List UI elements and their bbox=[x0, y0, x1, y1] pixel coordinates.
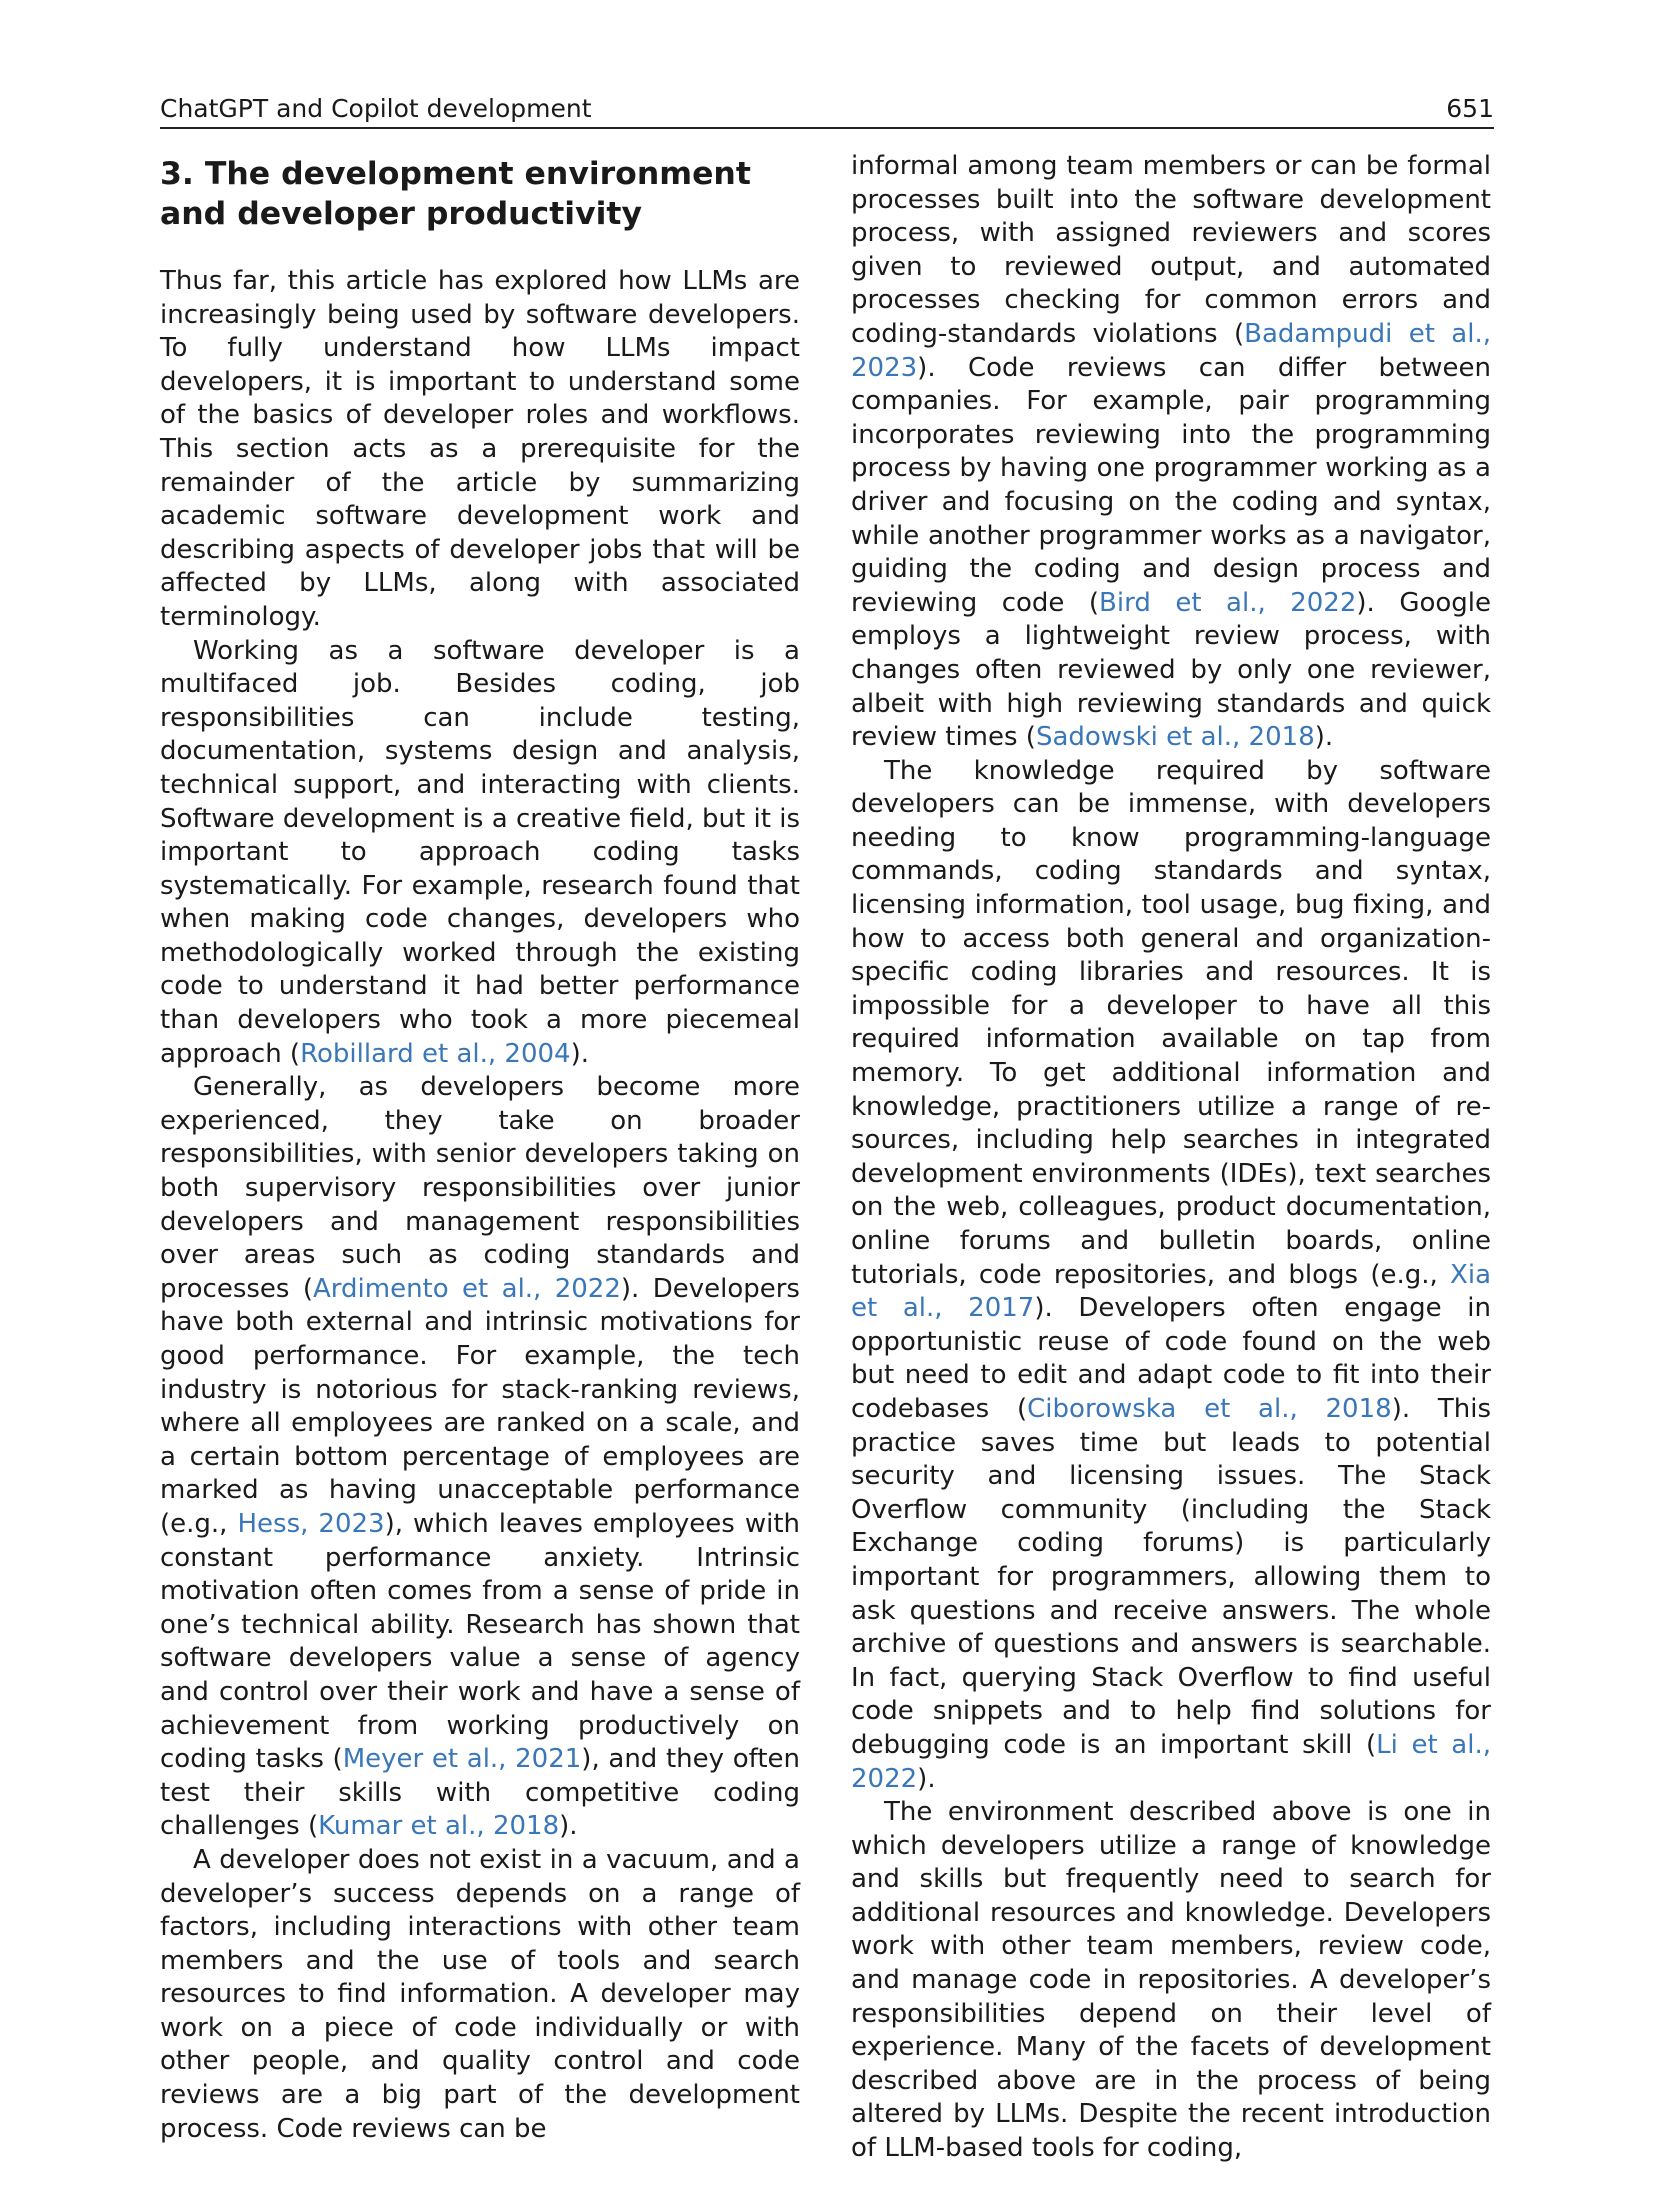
citation-link[interactable]: Meyer et al., 2021 bbox=[342, 1744, 582, 1775]
paragraph-text: Generally, as developers become more experienced, they take on broader responsibilities, with senior developers taking on both supervisory responsibilities over junior developers and management responsibilities over areas such as coding standards and processes ( bbox=[160, 1072, 800, 1304]
paragraph-text: ). bbox=[570, 1038, 590, 1069]
paragraph-vacuum: A developer does not exist in a vacuum, and a developer’s success depends on a range of factors, including interactions with other team members and the use of tools and search resources to find information. A developer may work on a piece of code individually or with other people, and quality control and code reviews are a big part of the development process. Code reviews can be bbox=[160, 1844, 800, 2144]
citation-link[interactable]: Li et al., 2022 bbox=[851, 1729, 1491, 1794]
citation-link[interactable]: Badampudi et al., 2023 bbox=[851, 318, 1491, 383]
paragraph-multifaced-job bbox=[160, 635, 800, 1072]
paragraph-knowledge bbox=[851, 755, 1491, 1796]
paragraph-text: ). This practice saves time but leads to potential security and licensing issues. The Stack Overflow community (including the Stack Exchange coding forums) is particularly important for programmers, allowing them to ask questions and receive answers. The whole archive of questions and answers is searchable. In fact, querying Stack Overflow to find useful code snippets and to help find solutions for debugging code is an important skill ( bbox=[851, 1393, 1491, 1760]
running-title: ChatGPT and Copilot development bbox=[160, 94, 592, 123]
paragraph-text: ). Developers have both external and intrinsic motivations for good performance. For example, the tech industry is notorious for stack-ranking reviews, where all employees are ranked on a scale, and a certain bottom percentage of employees are marked as having unacceptable performance (e.g., bbox=[160, 1273, 800, 1539]
paragraph-text: ). Developers often engage in opportunistic reuse of code found on the web but need to edit and adapt code to fit into their codebases ( bbox=[851, 1293, 1491, 1424]
citation-link[interactable]: Xia et al., 2017 bbox=[851, 1259, 1491, 1324]
paragraph-text: informal among team members or can be formal processes built into the software development process, with assigned reviewers and scores given to reviewed output, and automated processes checking for common errors and coding-standards violations ( bbox=[851, 151, 1491, 349]
citation-link[interactable]: Sadowski et al., 2018 bbox=[1035, 722, 1315, 753]
paragraph-text: Working as a software developer is a multifaced job. Besides coding, job responsibilities can include testing, documentation, systems design and analysis, technical support, and interacting with clients. Software development is a creative field, but it is important to approach coding tasks systematically. For example, research found that when making code changes, developers who methodologically worked through the existing code to understand it had better performance than developers who took a more piecemeal approach ( bbox=[160, 635, 800, 1069]
paragraph-code-reviews bbox=[851, 150, 1491, 755]
section-heading: 3. The development environment and developer productivity bbox=[160, 156, 751, 232]
paragraph-text: ). Code reviews can differ between companies. For example, pair programming incorporates reviewing into the programming process by having one programmer working as a driver and focusing on the coding and syntax, while another programmer works as a navigator, guiding the coding and design process and reviewing code ( bbox=[851, 352, 1491, 618]
paragraph-text: ). bbox=[917, 1763, 936, 1794]
paragraph-text: ), and they often test their skills with competitive coding challenges ( bbox=[160, 1744, 800, 1842]
paragraph-intro: Thus far, this article has explored how LLMs are increasingly being used by software developers. To fully understand how LLMs impact developers, it is important to understand some of the basics of developer roles and workflows. This section acts as a prerequisite for the remainder of the article by summarizing academic software development work and describing aspects of developer jobs that will be affected by LLMs, along with associated terminology. bbox=[160, 266, 800, 632]
paragraph-responsibilities bbox=[160, 1071, 800, 1844]
paragraph-text: ), which leaves employees with constant performance anxiety. Intrinsic motivation often comes from a sense of pride in one’s technical ability. Research has shown that software developers value a sense of agency and control over their work and have a sense of achievement from working productively on coding tasks ( bbox=[160, 1508, 800, 1775]
citation-link[interactable]: Robillard et al., 2004 bbox=[300, 1038, 571, 1069]
citation-link[interactable]: Ardimento et al., 2022 bbox=[313, 1273, 621, 1304]
right-column bbox=[851, 150, 1491, 2166]
article-page bbox=[160, 0, 1494, 2205]
page-number: 651 bbox=[1446, 94, 1494, 123]
paragraph-environment: The environment described above is one in which developers utilize a range of knowledge and skills but frequently need to search for additional resources and knowledge. Developers work with other team members, review code, and manage code in repositories. A developer’s responsibilities depend on their level of experience. Many of the facets of development described above are in the process of being altered by LLMs. Despite the recent introduction of LLM-based tools for coding, bbox=[851, 1797, 1491, 2164]
left-column bbox=[160, 150, 800, 2146]
paragraph-text: The knowledge required by software developers can be immense, with developers needing to know programming-language commands, coding standards and syntax, licensing information, tool usage, bug fixing, and how to access both general and organization-specific coding libraries and resources. It is impossible for a developer to have all this required information available on tap from memory. To get additional information and knowledge, practitioners utilize a range of resources, including help searches in integrated development environments (IDEs), text searches on the web, colleagues, product documentation, online forums and bulletin boards, online tutorials, code repositories, and blogs (e.g., bbox=[851, 755, 1491, 1290]
paragraph-text: ). Google employs a lightweight review process, with changes often reviewed by only one reviewer, albeit with high reviewing standards and quick review times ( bbox=[851, 587, 1492, 753]
paragraph-text: ). bbox=[559, 1811, 578, 1842]
citation-link[interactable]: Ciborowska et al., 2018 bbox=[1027, 1393, 1392, 1424]
paragraph-text: ). bbox=[1314, 722, 1334, 753]
citation-link[interactable]: Bird et al., 2022 bbox=[1099, 587, 1357, 618]
citation-link[interactable]: Hess, 2023 bbox=[237, 1508, 385, 1539]
running-header bbox=[160, 87, 1494, 129]
citation-link[interactable]: Kumar et al., 2018 bbox=[318, 1811, 560, 1842]
